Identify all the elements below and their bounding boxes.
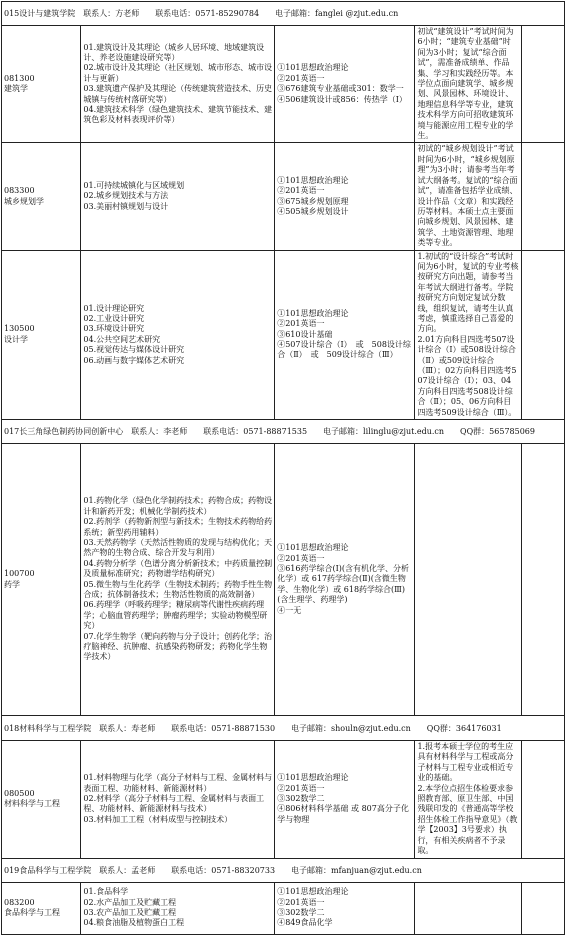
exam-subjects-line: ④507设计综合（Ⅰ） 或 508设计综合（Ⅱ） 或 509设计综合（Ⅲ）: [277, 339, 411, 360]
research-directions-line: 01.可持续城镇化与区域规划: [83, 180, 185, 190]
research-directions-line: 01.食品科学: [83, 887, 129, 897]
program-row: [2, 143, 565, 250]
program-code-name: [2, 444, 81, 716]
research-directions-line: 01.建筑设计及其理论（城乡人居环境、地域建筑设计、养老设施建设研究等）: [83, 42, 265, 63]
program-code-name-line: 130500: [4, 324, 35, 334]
exam-subjects-line: ②201英语一: [277, 186, 325, 196]
section-header-row: [2, 2, 565, 26]
exam-subjects-line: ④806材料科学基础 或 807高分子化学与物理: [277, 804, 409, 824]
empty-cell: [521, 143, 564, 250]
exam-subjects-line: ①101思想政治理论: [277, 175, 349, 185]
research-directions-line: 02.工业设计研究: [83, 313, 145, 323]
research-directions-line: 02.材料学（高分子材料与工程、金属材料与表面工程、功能材料、新能源材料与技术）: [83, 794, 265, 814]
program-notes-line: 1.报考本硕士学位的考生应具有材料科学与工程或高分子材料与工程专业或相近专业的基础。: [417, 742, 514, 783]
research-directions-line: 04.药物分析学（色谱分离分析新技术；中药质量控制及质量标准研究；药物谱学结构研究）: [83, 558, 273, 579]
program-row: [2, 26, 565, 143]
research-directions-line: 05.微生物与生化药学（生物技术制药；药物手性生物合成；抗体制备技术；生物活性物质的高效制备）: [83, 579, 273, 599]
section-contact-info: 015设计与建筑学院 联系人：方老师 联系电话：0571-85290784 电子邮箱：fanglei @zjut.edu.cn: [2, 2, 565, 26]
research-directions-line: 01.材料物理与化学（高分子材料与工程、金属材料与表面工程、功能材料、新能源材料）: [83, 773, 273, 793]
program-notes-line: 初试的“城乡规划设计”考试时间为6小时，“城乡规划原理”为3小时；请参考当年考试大纲备考。复试的“综合面试”，请准备包括学业成绩、设计作品（文章）和实践经历等材料。本硕士点主要面向城乡规划、风景园林、建筑学、土地资源管理、地理类等专业。: [417, 144, 518, 248]
program-code-name: [2, 882, 81, 934]
research-directions-line: 03.农产品加工及贮藏工程: [83, 908, 177, 917]
program-notes-line: 2.01方向科目四选考507设计综合（Ⅰ）或508设计综合（Ⅱ）或509设计综合（Ⅲ）；02方向科目四选考507设计综合（Ⅰ）；03、04方向科目四选考508设计综合（Ⅱ）；05、06方向科目四选考509设计综合（Ⅲ）。: [417, 334, 517, 417]
research-directions-line: 02.药剂学（药物新剂型与新技术；生物技术药物给药系统；新型药用辅料）: [83, 517, 273, 537]
section-contact-info: 019食品科学与工程学院 联系人：孟老师 联系电话：0571-88320733 电子邮箱：mfanjuan@zjut.edu.cn: [2, 858, 565, 882]
exam-subjects-line: ①101思想政治理论: [277, 308, 349, 318]
exam-subjects-line: ②201英语一: [277, 73, 325, 83]
research-directions: [81, 250, 275, 420]
program-code-name-line: 建筑学: [4, 84, 28, 94]
research-directions-line: 02.水产品加工及贮藏工程: [83, 897, 177, 907]
exam-subjects-line: ②201英语一: [277, 897, 325, 907]
exam-subjects-line: ③676建筑专业基础或301：数学一: [277, 84, 404, 94]
research-directions: [81, 143, 275, 250]
research-directions-line: 04.粮食油脂及植物蛋白工程: [83, 918, 185, 928]
program-notes: [415, 26, 521, 143]
program-code-name-line: 药学: [4, 579, 20, 589]
research-directions-line: 03.建筑遗产保护及其理论（传统建筑营造技术、历史城镇与传统村落研究等）: [83, 84, 273, 104]
empty-cell: [521, 444, 564, 716]
research-directions-line: 01.设计理论研究: [83, 303, 145, 313]
exam-subjects-line: ②201英语一: [277, 553, 325, 563]
research-directions-line: 06.药理学（呼吸药理学；糖尿病等代谢性疾病药理学；心脑血管药理学；肿瘤药理学；实验动物模型研究）: [83, 600, 268, 631]
research-directions-line: 01.药物化学（绿色化学制药技术；药物合成；药物设计和新药开发；机械化学制药技术）: [83, 496, 273, 516]
section-header-row: [2, 716, 565, 741]
empty-cell: [521, 882, 564, 934]
research-directions: [81, 882, 275, 934]
exam-subjects-line: ②201英语一: [277, 319, 325, 329]
exam-subjects-line: ④505城乡规划设计: [277, 206, 349, 216]
exam-subjects-line: ③302数学二: [277, 908, 325, 917]
exam-subjects: [275, 143, 415, 250]
exam-subjects-line: ④849食品化学: [277, 918, 333, 928]
research-directions-line: 04.公共空间艺术研究: [83, 334, 161, 344]
exam-subjects: [275, 741, 415, 858]
exam-subjects: [275, 26, 415, 143]
research-directions-line: 06.动画与数字媒体艺术研究: [83, 355, 185, 365]
research-directions: [81, 741, 275, 858]
research-directions-line: 03.材料加工工程（材料成型与控制技术）: [83, 814, 233, 824]
program-code-name: [2, 741, 81, 858]
exam-subjects-line: ④506建筑设计或856：传热学（Ⅰ）: [277, 94, 407, 104]
research-directions: [81, 444, 275, 716]
program-code-name: [2, 143, 81, 250]
program-notes: [415, 143, 521, 250]
exam-subjects: [275, 882, 415, 934]
exam-subjects-line: ③302数学二: [277, 794, 325, 804]
research-directions-line: 03.美丽村镇规划与设计: [83, 201, 169, 211]
program-code-name-line: 材料科学与工程: [4, 799, 60, 809]
exam-subjects-line: ①101思想政治理论: [277, 543, 349, 553]
program-notes: [415, 741, 521, 858]
empty-cell: [521, 741, 564, 858]
program-row: [2, 444, 565, 716]
exam-subjects-line: ③675城乡规划原理: [277, 196, 349, 206]
empty-cell: [521, 26, 564, 143]
research-directions-line: 04.建筑技术科学（绿色建筑技术、建筑节能技术、建筑色彩及材料表现评价等）: [83, 105, 273, 125]
exam-subjects-line: ①101思想政治理论: [277, 887, 349, 897]
program-code-name-line: 城乡规划学: [4, 196, 44, 206]
section-header-row: [2, 858, 565, 882]
program-code-name-line: 083300: [4, 186, 35, 196]
program-notes: [415, 444, 521, 716]
research-directions-line: 03.环境设计研究: [83, 324, 145, 334]
program-code-name-line: 083200: [4, 897, 35, 907]
program-notes: [415, 250, 521, 420]
exam-subjects-line: ①101思想政治理论: [277, 63, 349, 73]
program-code-name: [2, 26, 81, 143]
exam-subjects: [275, 444, 415, 716]
research-directions: [81, 26, 275, 143]
program-row: [2, 882, 565, 934]
program-notes-line: 1.初试的“设计综合”考试时间为6小时，复试的专业考核按研究方向出题，请参考当年考试大纲进行备考。学院按研究方向划定复试分数线，组织复试，请考生认真考虑，慎重选择自己喜爱的方向。: [417, 251, 519, 334]
research-directions-line: 05.视觉传达与媒体设计研究: [83, 345, 185, 355]
program-row: [2, 741, 565, 858]
program-notes-line: 初试“建筑设计”考试时间为6小时；“建筑专业基础”时间为3小时；复试“综合面试”，需准备成绩单、作品集、学习和实践经历等。本学位点面向建筑学、城乡规划、风景园林、环境设计、地理信息科学等专业，建筑技术科学方向可招收建筑环境与能源应用工程专业的学生。: [417, 27, 514, 141]
program-row: [2, 250, 565, 420]
program-code-name-line: 081300: [4, 73, 35, 83]
research-directions-line: 03.天然药物学（天然活性物质的发现与结构优化；天然产物的生物合成、综合开发与利用）: [83, 537, 273, 558]
research-directions-line: 02.城乡规划技术与方法: [83, 191, 169, 201]
admissions-table: [1, 1, 565, 935]
exam-subjects-line: ①101思想政治理论: [277, 773, 349, 783]
program-code-name-line: 100700: [4, 569, 35, 579]
exam-subjects-line: ②201英语一: [277, 783, 325, 793]
exam-subjects-line: ③616药学综合(Ⅰ)(含有机化学、分析化学）或 617药学综合(Ⅱ)(含微生物学、生物化学）或 618药学综合(Ⅲ)(含生理学、药理学): [277, 563, 410, 605]
program-notes: [415, 882, 521, 934]
exam-subjects-line: ④一无: [277, 605, 302, 615]
research-directions-line: 02.城市设计及其理论（社区规划、城市形态、城市设计与更新）: [83, 63, 273, 83]
program-code-name-line: 食品科学与工程: [4, 908, 60, 917]
empty-cell: [521, 250, 564, 420]
program-code-name: [2, 250, 81, 420]
section-header-row: [2, 420, 565, 444]
exam-subjects-line: ③610设计基础: [277, 329, 333, 339]
exam-subjects: [275, 250, 415, 420]
program-code-name-line: 设计学: [4, 334, 28, 344]
program-notes-line: 2.本学位点招生体检要求参照教育部、原卫生部、中国残联印发的《普通高等学校招生体检工作指导意见》（教学【2003】3号要求）执行，有相关疾病者不予录取。: [417, 783, 518, 856]
program-code-name-line: 080500: [4, 788, 35, 798]
section-contact-info: 017长三角绿色制药协同创新中心 联系人：李老师 联系电话：0571-88871535 电子邮箱：lilinglu@zjut.edu.cn QQ群：565785069: [2, 420, 565, 444]
research-directions-line: 07.化学生物学（靶向药物与分子设计；创药化学；治疗脑神经、抗肿瘤、抗感染药物研发；药物化学生物学技术）: [83, 631, 273, 662]
section-contact-info: 018材料科学与工程学院 联系人：寿老师 联系电话：0571-88871530 电子邮箱：shouln@zjut.edu.cn QQ群：364176031: [2, 716, 565, 741]
